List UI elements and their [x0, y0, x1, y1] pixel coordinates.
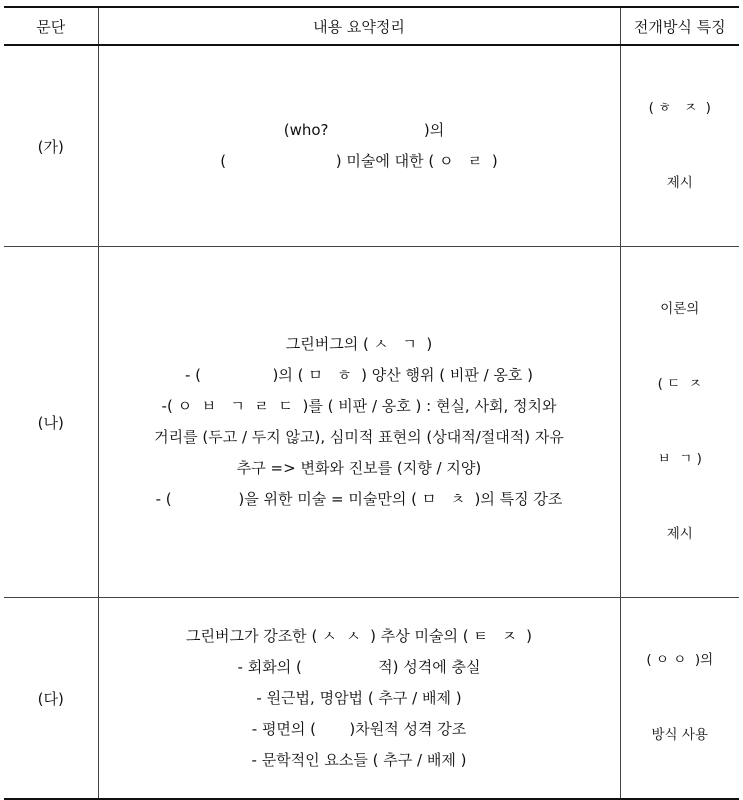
header-row: [4, 7, 739, 45]
content-line: -( ㅇ ㅂ ㄱ ㄹ ㄷ )를 ( 비판 / 옹호 ) : 현실, 사회, 정치와: [161, 397, 557, 415]
row-feature: [620, 45, 739, 247]
content-line: - 회화의 ( 적) 성격에 충실: [237, 657, 481, 676]
content-line: - 문학적인 요소들 ( 추구 / 배제 ): [251, 750, 467, 769]
feature-line: 방식 사용: [651, 727, 708, 743]
feature-line: ㅂ ㄱ ): [657, 451, 702, 467]
header-summary: 내용 요약정리: [98, 7, 620, 45]
header-paragraph: 문단: [4, 7, 98, 45]
row-content: [98, 598, 620, 800]
row-label: (나): [4, 247, 98, 598]
feature-line: 이론의: [660, 301, 700, 317]
feature-line: 제시: [666, 526, 693, 542]
content-line: 그린버그가 강조한 ( ㅅ ㅅ ) 추상 미술의 ( ㅌ ㅈ ): [185, 626, 533, 645]
content-line: - 평면의 ( )차원적 성격 강조: [251, 719, 467, 738]
row-label: (가): [4, 45, 98, 247]
feature-line: 제시: [666, 175, 693, 191]
table-row: [4, 45, 739, 247]
content-line: - ( )을 위한 미술 = 미술만의 ( ㅁ ㅊ )의 특징 강조: [155, 490, 563, 508]
content-line: 그린버그의 ( ㅅ ㄱ ): [285, 335, 433, 353]
feature-line: ( ㅇ ㅇ )의: [646, 652, 714, 668]
summary-table: [4, 6, 739, 800]
row-feature: [620, 247, 739, 598]
content-line: - ( )의 ( ㅁ ㅎ ) 양산 행위 ( 비판 / 옹호 ): [184, 366, 533, 384]
table-row: [4, 247, 739, 598]
content-line: ( ) 미술에 대한 ( ㅇ ㄹ ): [220, 152, 498, 170]
feature-line: ( ㄷ ㅈ: [657, 376, 702, 392]
row-content: [98, 45, 620, 247]
header-feature: 전개방식 특징: [620, 7, 739, 45]
content-line: (who? )의: [283, 121, 445, 139]
feature-line: ( ㅎ ㅈ ): [648, 100, 711, 116]
table-row: [4, 598, 739, 800]
row-label: (다): [4, 598, 98, 800]
content-line: - 원근법, 명암법 ( 추구 / 배제 ): [256, 688, 462, 707]
row-feature: [620, 598, 739, 800]
row-content: [98, 247, 620, 598]
content-line: 추구 => 변화와 진보를 (지향 / 지양): [236, 459, 482, 477]
content-line: 거리를 (두고 / 두지 않고), 심미적 표현의 (상대적/절대적) 자유: [154, 428, 564, 446]
